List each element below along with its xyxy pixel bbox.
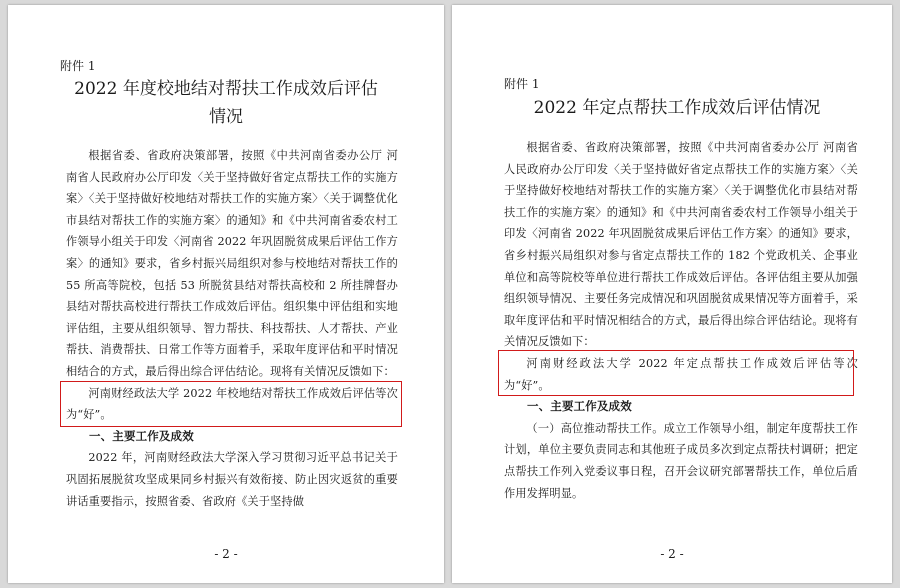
page-title: 2022 年定点帮扶工作成效后评估情况	[533, 98, 821, 118]
evaluation-result-block	[504, 353, 858, 396]
evaluation-result-text: 河南财经政法大学 2022 年校地结对帮扶工作成效后评估等次为“好”。	[66, 386, 398, 422]
right-document-page	[452, 5, 892, 583]
title-line-1: 2022 年度校地结对帮扶工作成效后评估	[74, 79, 378, 99]
title-line-2: 情况	[209, 107, 243, 127]
document-body	[504, 137, 858, 504]
attachment-label: 附件 1	[60, 59, 96, 73]
attachment-label: 附件 1	[504, 77, 540, 91]
document-body	[66, 145, 398, 512]
intro-paragraph: 根据省委、省政府决策部署，按照《中共河南省委办公厅 河南省人民政府办公厅印发〈关于坚持做好省定点帮扶工作的实施方案〉〈关于坚持做好校地结对帮扶工作的实施方案〉〈关于调整优化市县结对帮扶工作的实施方案〉的通知》和《中共河南省委农村工作领导小组关于印发〈河南省 2022 年巩固脱贫成果后评估工作方案〉的通知》要求，省乡村振兴局组织对参与校地结对帮扶工作的 55 所高等院校，包括 53 所脱贫县结对帮扶高校和 2 所挂牌督办县结对帮扶高校进行帮扶工作成效后评估。组织集中评估组和实地评估组，主要从组织领导、智力帮扶、科技帮扶、人才帮扶、产业帮扶、消费帮扶、日常工作等方面着手，采取年度评估和平时情况相结合的方式，最后得出综合评估结论。现将有关情况反馈如下：	[66, 149, 398, 378]
evaluation-result-block	[66, 383, 398, 426]
section-heading: 一、主要工作及成效	[89, 428, 194, 443]
evaluation-result-text: 河南财经政法大学 2022 年定点帮扶工作成效后评估等次为“好”。	[504, 356, 858, 392]
section-paragraph: （一）高位推动帮扶工作。成立工作领导小组，制定年度帮扶工作计划，单位主要负责同志和其他班子成员多次到定点帮扶村调研；把定点帮扶工作列入党委议事日程，召开会议研究部署帮扶工作，单位后盾作用发挥明显。	[504, 421, 858, 500]
section-heading: 一、主要工作及成效	[527, 399, 632, 414]
section-paragraph: 2022 年，河南财经政法大学深入学习贯彻习近平总书记关于巩固拓展脱贫攻坚成果同乡村振兴有效衔接、防止因灾返贫的重要讲话重要指示，按照省委、省政府《关于坚持做	[66, 451, 398, 508]
intro-paragraph: 根据省委、省政府决策部署，按照《中共河南省委办公厅 河南省人民政府办公厅印发〈关于坚持做好省定点帮扶工作的实施方案〉〈关于坚持做好校地结对帮扶工作的实施方案〉〈关于调整优化市县结对帮扶工作的实施方案〉的通知》和《中共河南省委农村工作领导小组关于印发〈河南省 2022 年巩固脱贫成果后评估工作方案〉的通知》要求，省乡村振兴局组织对参与省定点帮扶工作的 182 个党政机关、企事业单位和高等院校等单位进行帮扶工作成效后评估。各评估组主要从加强组织领导情况、主要任务完成情况和巩固脱贫成果情况等方面着手，采取年度评估和平时情况相结合的方式，最后得出综合评估结论。现将有关情况反馈如下：	[504, 141, 858, 349]
page-number: - 2 -	[660, 547, 684, 561]
page-number: - 2 -	[214, 547, 238, 561]
page-title	[48, 75, 404, 131]
left-document-page	[8, 5, 444, 583]
